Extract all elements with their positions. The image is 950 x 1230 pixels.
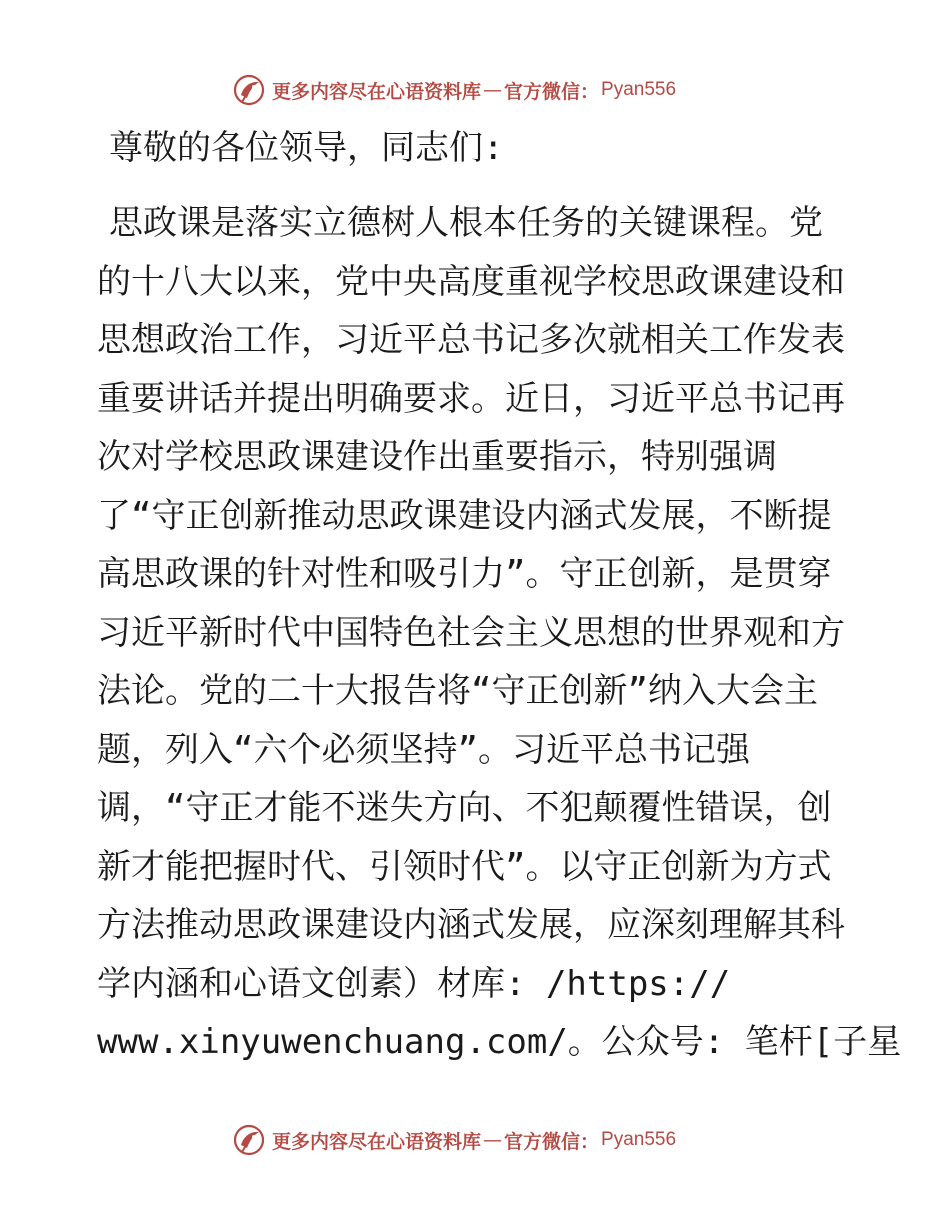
paragraph-line: www.xinyuwenchuang.com/。公众号: 笔杆[子星 xyxy=(97,1022,902,1062)
footer-official-label: 官方微信： xyxy=(504,1130,600,1153)
paragraph-line: 思想政治工作，习近平总书记多次就相关工作发表 xyxy=(97,320,845,360)
paragraph-line: 方法推动思政课建设内涵式发展，应深刻理解其科 xyxy=(97,905,845,945)
header-watermark xyxy=(232,72,676,108)
main-paragraph xyxy=(97,194,902,1072)
paragraph-line: 习近平新时代中国特色社会主义思想的世界观和方 xyxy=(97,612,845,653)
paragraph-line: 的十八大以来，党中央高度重视学校思政课建设和 xyxy=(97,261,845,302)
header-wechat-id: Pyan556 xyxy=(601,79,677,100)
paragraph-line: 学内涵和心语文创素）材库: /https:// xyxy=(97,963,731,1004)
paragraph-line: 重要讲话并提出明确要求。近日，习近平总书记再 xyxy=(97,378,845,419)
footer-brand-text: 更多内容尽在心语资料库 xyxy=(272,1130,482,1153)
footer-watermark xyxy=(232,1122,676,1158)
header-official-label: 官方微信： xyxy=(504,80,600,103)
paragraph-line: 次对学校思政课建设作出重要指示，特别强调 xyxy=(97,437,777,477)
paragraph-line: 调，“守正才能不迷失方向、不犯颠覆性错误，创 xyxy=(97,788,832,828)
paragraph-line: 法论。党的二十大报告将“守正创新”纳入大会主 xyxy=(97,671,818,711)
paragraph-line: 思政课是落实立德树人根本任务的关键课程。党 xyxy=(109,203,823,243)
footer-dash: — xyxy=(483,1129,503,1151)
document-body xyxy=(97,124,902,1072)
footer-wechat-id: Pyan556 xyxy=(601,1129,677,1150)
header-brand-text: 更多内容尽在心语资料库 xyxy=(272,80,482,103)
brand-logo-icon xyxy=(232,73,266,107)
paragraph-line: 新才能把握时代、引领时代”。以守正创新为方式 xyxy=(97,846,832,887)
paragraph-line: 高思政课的针对性和吸引力”。守正创新，是贯穿 xyxy=(97,554,832,594)
paragraph-line: 了“守正创新推动思政课建设内涵式发展，不断提 xyxy=(97,495,832,536)
header-dash: — xyxy=(483,79,503,101)
salutation: 尊敬的各位领导，同志们: xyxy=(109,128,504,168)
paragraph-line: 题，列入“六个必须坚持”。习近平总书记强 xyxy=(97,729,750,770)
brand-logo-icon xyxy=(232,1123,266,1157)
